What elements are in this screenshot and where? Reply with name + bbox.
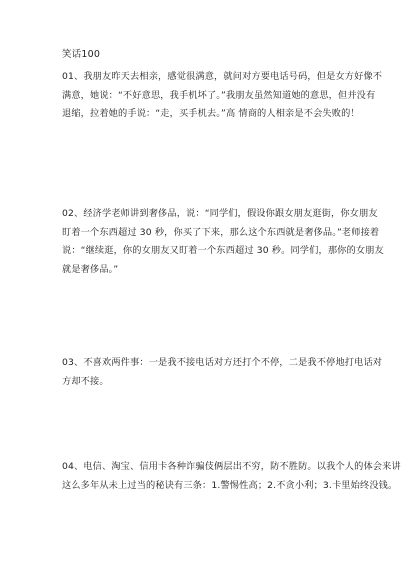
- document-title: 笑话100: [62, 49, 101, 60]
- text-line: 04、电信、淘宝、信用卡各种诈骗伎俩层出不穷，防不胜防。以我个人的体会来讲: [62, 461, 401, 472]
- text-line: 退缩，拉着她的手说：“走，买手机去。”高 情商的人相亲是不会失败的！: [62, 108, 360, 119]
- text-line: 说：“继续逛，你的女朋友又盯着一个东西超过 30 秒。同学们，那你的女朋友: [62, 245, 384, 256]
- joke-paragraph-01: [62, 68, 383, 124]
- text-line: 这么多年从未上过当的秘诀有三条：1.警惕性高；2.不贪小利；3.卡里始终没钱。: [62, 479, 398, 491]
- text-line: 满意，她说：“不好意思，我手机坏了。”我朋友虽然知道她的意思，但并没有: [62, 89, 376, 101]
- text-line: 就是奢侈品。”: [62, 263, 119, 275]
- joke-paragraph-02: [62, 205, 384, 279]
- text-line: 01、我朋友昨天去相亲，感觉很满意，就问对方要电话号码，但是女方好像不: [62, 71, 383, 82]
- text-line: 盯着一个东西超过 30 秒，你买了下来，那么这个东西就是奢侈品。”老师接着: [62, 226, 380, 238]
- joke-paragraph-04: [62, 458, 401, 495]
- text-line: 02、经济学老师讲到奢侈品，说：“同学们，假设你跟女朋友逛街，你女朋友: [62, 208, 378, 219]
- text-line: 方却不接。: [62, 375, 109, 387]
- text-line: 03、不喜欢两件事：一是我不接电话对方还打个不停，二是我不停地打电话对: [62, 357, 383, 368]
- joke-paragraph-03: [62, 354, 383, 391]
